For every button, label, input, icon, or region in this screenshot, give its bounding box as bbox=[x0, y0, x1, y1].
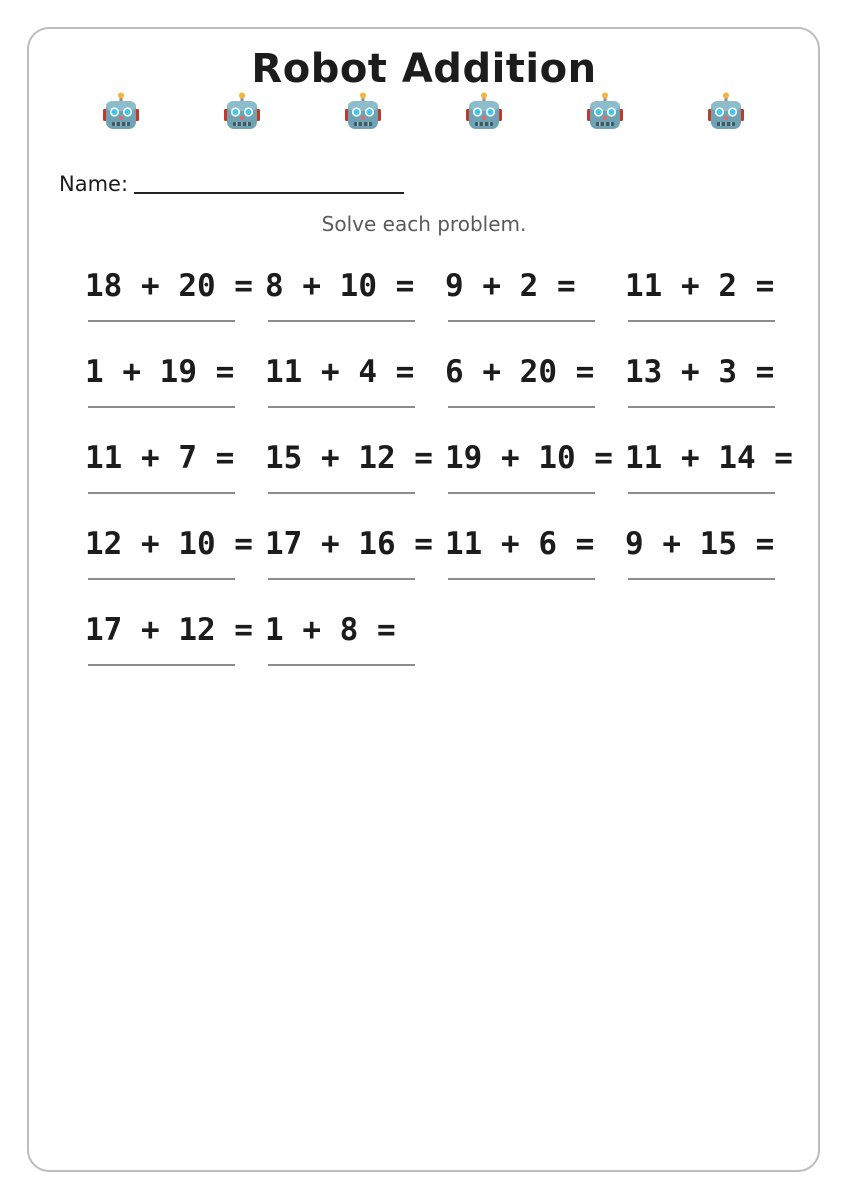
answer-line[interactable] bbox=[88, 320, 235, 322]
problem-text: 1 + 19 = bbox=[85, 354, 235, 390]
robot-face-icon bbox=[706, 92, 746, 132]
problem-text: 1 + 8 = bbox=[265, 612, 396, 648]
problem-text: 18 + 20 = bbox=[85, 268, 253, 304]
answer-line[interactable] bbox=[268, 406, 415, 408]
robot-face-icon bbox=[343, 92, 383, 132]
robot-face-icon bbox=[101, 92, 141, 132]
answer-line[interactable] bbox=[448, 492, 595, 494]
answer-line[interactable] bbox=[88, 492, 235, 494]
answer-line[interactable] bbox=[448, 578, 595, 580]
problem-text: 11 + 6 = bbox=[445, 526, 595, 562]
robot-decoration-row bbox=[0, 92, 848, 134]
answer-line[interactable] bbox=[88, 578, 235, 580]
robot-face-icon bbox=[222, 92, 262, 132]
problem-text: 11 + 14 = bbox=[625, 440, 793, 476]
answer-line[interactable] bbox=[268, 664, 415, 666]
answer-line[interactable] bbox=[268, 320, 415, 322]
problem-item bbox=[625, 354, 778, 404]
problem-item bbox=[265, 354, 418, 404]
answer-line[interactable] bbox=[448, 320, 595, 322]
problem-item bbox=[625, 440, 793, 490]
answer-line[interactable] bbox=[628, 320, 775, 322]
problem-text: 12 + 10 = bbox=[85, 526, 253, 562]
answer-line[interactable] bbox=[628, 578, 775, 580]
problem-text: 17 + 12 = bbox=[85, 612, 253, 648]
problem-item bbox=[445, 268, 598, 318]
problem-text: 15 + 12 = bbox=[265, 440, 433, 476]
answer-line[interactable] bbox=[88, 406, 235, 408]
answer-line[interactable] bbox=[268, 578, 415, 580]
answer-line[interactable] bbox=[88, 664, 235, 666]
problem-text: 6 + 20 = bbox=[445, 354, 595, 390]
problem-item bbox=[265, 268, 418, 318]
problem-item bbox=[85, 440, 238, 490]
problem-text: 11 + 4 = bbox=[265, 354, 415, 390]
name-write-line[interactable] bbox=[134, 174, 404, 194]
answer-line[interactable] bbox=[448, 406, 595, 408]
problem-text: 9 + 2 = bbox=[445, 268, 576, 304]
problem-text: 17 + 16 = bbox=[265, 526, 433, 562]
problem-item bbox=[85, 268, 253, 318]
name-field bbox=[59, 172, 404, 196]
problem-item bbox=[85, 612, 253, 662]
problem-item bbox=[445, 440, 613, 490]
problem-item bbox=[265, 612, 418, 662]
problem-text: 8 + 10 = bbox=[265, 268, 415, 304]
answer-line[interactable] bbox=[628, 492, 775, 494]
robot-face-icon bbox=[464, 92, 504, 132]
problem-item bbox=[625, 268, 778, 318]
problem-text: 13 + 3 = bbox=[625, 354, 775, 390]
problem-text: 9 + 15 = bbox=[625, 526, 775, 562]
problem-item bbox=[85, 526, 253, 576]
problem-item bbox=[265, 526, 433, 576]
worksheet-border bbox=[27, 27, 820, 1172]
robot-face-icon bbox=[585, 92, 625, 132]
problem-item bbox=[85, 354, 238, 404]
name-label: Name: bbox=[59, 172, 129, 196]
problem-text: 19 + 10 = bbox=[445, 440, 613, 476]
problem-item bbox=[445, 354, 598, 404]
problem-item bbox=[265, 440, 433, 490]
problem-item bbox=[445, 526, 598, 576]
answer-line[interactable] bbox=[628, 406, 775, 408]
answer-line[interactable] bbox=[268, 492, 415, 494]
problem-text: 11 + 2 = bbox=[625, 268, 775, 304]
worksheet-title: Robot Addition bbox=[251, 46, 597, 92]
instructions: Solve each problem. bbox=[321, 212, 527, 236]
problem-item bbox=[625, 526, 778, 576]
problem-text: 11 + 7 = bbox=[85, 440, 235, 476]
